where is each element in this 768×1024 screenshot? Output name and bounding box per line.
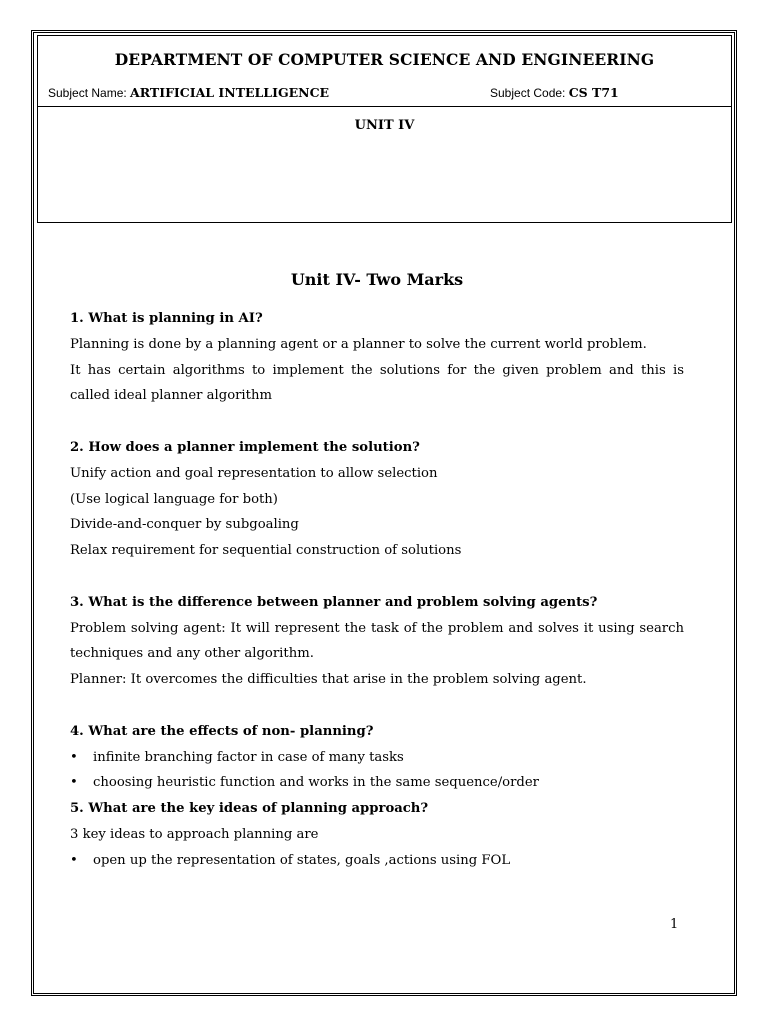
department-title: DEPARTMENT OF COMPUTER SCIENCE AND ENGINEERING bbox=[114, 50, 655, 69]
question-5 bbox=[70, 796, 684, 873]
answer-line: Problem solving agent: It will represent the task of the problem and solves it using search techniques and any other algorithm. bbox=[70, 620, 684, 662]
answer-line: 3 key ideas to approach planning are bbox=[70, 826, 319, 842]
unit-label: UNIT IV bbox=[354, 118, 415, 133]
page-number: 1 bbox=[670, 917, 679, 932]
subject-code-value: CS T71 bbox=[568, 85, 619, 100]
content bbox=[70, 268, 684, 874]
bullet-icon: • bbox=[70, 749, 78, 765]
bullet-item bbox=[70, 745, 684, 771]
answer-line: Planner: It overcomes the difficulties that arise in the problem solving agent. bbox=[70, 672, 587, 688]
bullet-icon: • bbox=[70, 775, 78, 791]
answer-line: Unify action and goal representation to allow selection bbox=[70, 465, 438, 481]
subject-code bbox=[490, 85, 619, 100]
subject-name bbox=[48, 85, 329, 100]
page-title: Unit IV- Two Marks bbox=[290, 270, 464, 289]
question-2 bbox=[70, 435, 684, 564]
answer-line: Divide-and-conquer by subgoaling bbox=[70, 517, 299, 533]
bullet-text: infinite branching factor in case of many tasks bbox=[93, 749, 404, 765]
subject-name-label: Subject Name: bbox=[48, 86, 131, 100]
bullet-item bbox=[70, 770, 684, 796]
question-heading: 5. What are the key ideas of planning approach? bbox=[70, 801, 429, 817]
question-heading: 2. How does a planner implement the solution? bbox=[70, 439, 420, 455]
question-3 bbox=[70, 590, 684, 693]
subject-name-value: ARTIFICIAL INTELLIGENCE bbox=[130, 85, 330, 100]
answer-line: Planning is done by a planning agent or a planner to solve the current world problem. bbox=[70, 336, 647, 352]
subject-code-label: Subject Code: bbox=[490, 86, 569, 100]
answer-line: It has certain algorithms to implement the solutions for the given problem and this is called ideal planner algorithm bbox=[70, 362, 684, 404]
bullet-text: choosing heuristic function and works in the same sequence/order bbox=[93, 775, 539, 791]
question-heading: 4. What are the effects of non- planning? bbox=[70, 723, 374, 739]
bullet-item bbox=[70, 848, 684, 874]
header-box bbox=[37, 35, 732, 223]
header-divider bbox=[38, 106, 731, 107]
question-1 bbox=[70, 306, 684, 409]
question-heading: 3. What is the difference between planner and problem solving agents? bbox=[70, 594, 598, 610]
bullet-text: open up the representation of states, goals ,actions using FOL bbox=[93, 852, 511, 868]
question-heading: 1. What is planning in AI? bbox=[70, 311, 263, 326]
answer-line: (Use logical language for both) bbox=[70, 491, 278, 507]
bullet-icon: • bbox=[70, 852, 78, 868]
answer-line: Relax requirement for sequential construction of solutions bbox=[70, 543, 462, 559]
question-4 bbox=[70, 719, 684, 796]
